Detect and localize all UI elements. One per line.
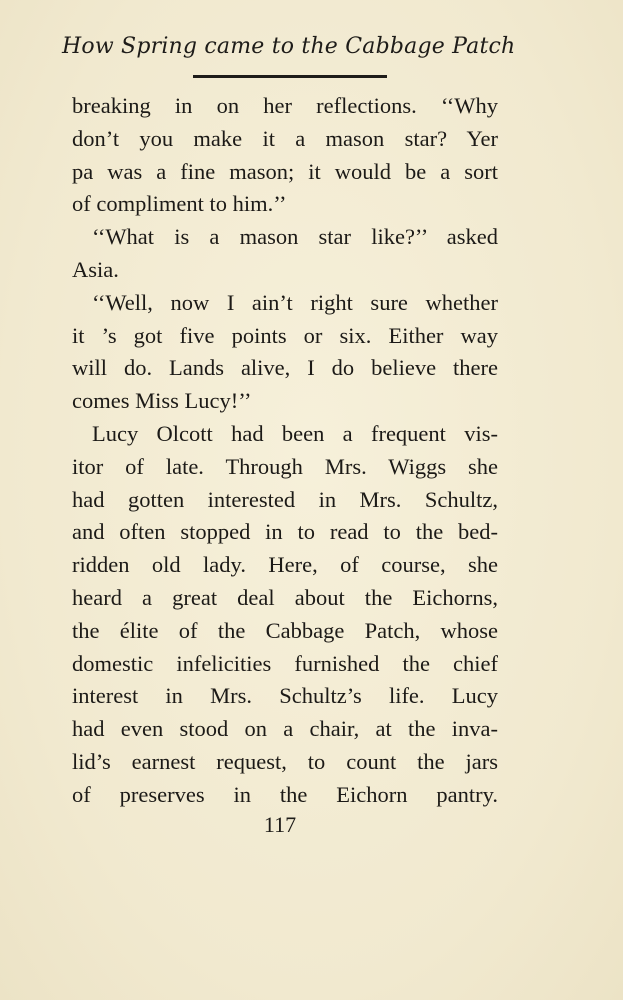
text-line: had gotten interested in Mrs. Schultz, — [72, 486, 498, 512]
text-line: had even stood on a chair, at the inva- — [72, 716, 498, 742]
text-line: breaking in on her reflections. ‘‘Why — [72, 93, 498, 118]
page-number: 117 — [263, 812, 297, 837]
text-line: domestic infelicities furnished the chief — [72, 650, 498, 676]
text-line: of compliment to him.’’ — [72, 191, 287, 217]
body-text — [72, 90, 498, 812]
text-line: and often stopped in to read to the bed- — [72, 519, 498, 545]
text-line: itor of late. Through Mrs. Wiggs she — [72, 453, 498, 479]
text-line: ‘‘Well, now I ain’t right sure whether — [92, 289, 498, 315]
text-line: pa was a fine mason; it would be a sort — [72, 158, 498, 184]
text-line: lid’s earnest request, to count the jars — [72, 748, 498, 774]
text-line: Lucy Olcott had been a frequent vis- — [92, 420, 498, 446]
text-line: don’t you make it a mason star? Yer — [72, 125, 498, 151]
running-title: How Spring came to the Cabbage Patch — [62, 34, 516, 59]
text-line: the élite of the Cabbage Patch, whose — [72, 617, 498, 643]
header-rule — [193, 75, 387, 78]
text-line: comes Miss Lucy!’’ — [72, 388, 252, 414]
text-line: of preserves in the Eichorn pantry. — [72, 781, 498, 807]
text-line: Asia. — [72, 256, 119, 282]
text-line: interest in Mrs. Schultz’s life. Lucy — [72, 683, 498, 709]
text-line: it ’s got five points or six. Either way — [72, 322, 498, 348]
text-line: will do. Lands alive, I do believe there — [72, 355, 498, 381]
text-line: heard a great deal about the Eichorns, — [72, 584, 498, 610]
text-line: ‘‘What is a mason star like?’’ asked — [92, 224, 498, 250]
text-line: ridden old lady. Here, of course, she — [72, 552, 498, 578]
